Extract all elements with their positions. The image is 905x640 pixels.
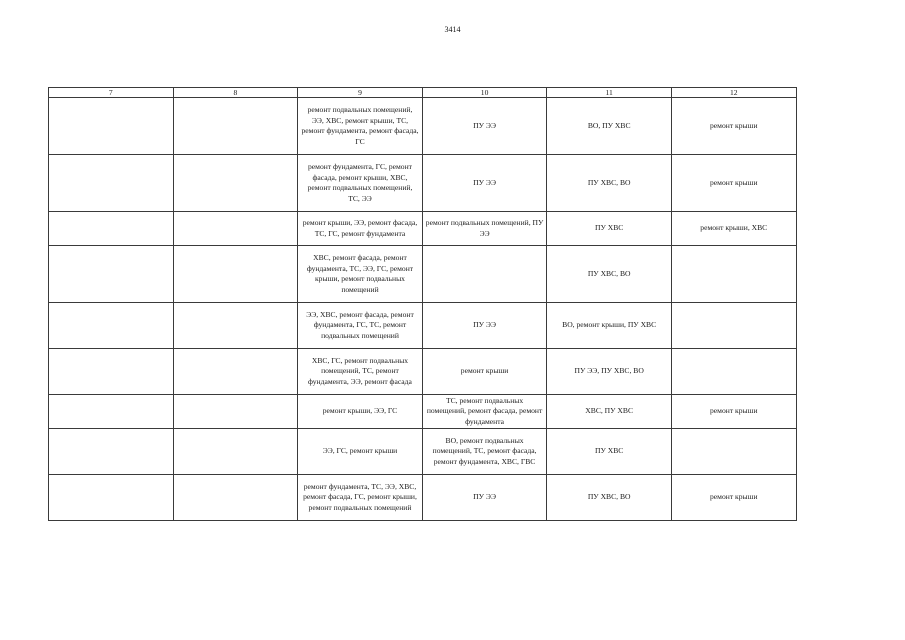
table-cell xyxy=(49,98,174,155)
table-row xyxy=(49,155,797,212)
table-cell: ВО, ремонт подвальных помещений, ТС, ремонт фасада, ремонт фундамента, ХВС, ГВС xyxy=(422,429,547,475)
column-header: 7 xyxy=(49,88,174,98)
table-row xyxy=(49,98,797,155)
table-cell: ХВС, ГС, ремонт подвальных помещений, ТС, ремонт фундамента, ЭЭ, ремонт фасада xyxy=(298,349,423,395)
table-cell xyxy=(173,475,298,521)
table-cell xyxy=(49,475,174,521)
column-header: 9 xyxy=(298,88,423,98)
table-cell: ремонт крыши, ЭЭ, ремонт фасада, ТС, ГС, ремонт фундамента xyxy=(298,212,423,246)
table-cell: ХВС, ремонт фасада, ремонт фундамента, ТС, ЭЭ, ГС, ремонт крыши, ремонт подвальных помещений xyxy=(298,246,423,303)
table-cell: ПУ ЭЭ xyxy=(422,303,547,349)
table-cell xyxy=(49,429,174,475)
table-cell: ремонт крыши xyxy=(671,155,796,212)
table-cell: ХВС, ПУ ХВС xyxy=(547,395,672,429)
table-cell: ПУ ХВС, ВО xyxy=(547,155,672,212)
table-cell: ремонт фундамента, ТС, ЭЭ, ХВС, ремонт фасада, ГС, ремонт крыши, ремонт подвальных помещений xyxy=(298,475,423,521)
table-cell xyxy=(173,395,298,429)
table-cell: ремонт подвальных помещений, ПУ ЭЭ xyxy=(422,212,547,246)
table-cell: ПУ ХВС, ВО xyxy=(547,475,672,521)
table-cell xyxy=(49,246,174,303)
table-cell xyxy=(173,98,298,155)
table-cell xyxy=(49,349,174,395)
table-cell: ремонт крыши xyxy=(671,98,796,155)
table-cell: ПУ ЭЭ, ПУ ХВС, ВО xyxy=(547,349,672,395)
table-cell: ремонт крыши xyxy=(671,395,796,429)
column-header: 8 xyxy=(173,88,298,98)
table-cell xyxy=(49,303,174,349)
column-header: 12 xyxy=(671,88,796,98)
table-row xyxy=(49,429,797,475)
table-cell: ремонт крыши xyxy=(671,475,796,521)
table-row xyxy=(49,475,797,521)
table-cell: ПУ ХВС, ВО xyxy=(547,246,672,303)
table-cell: ремонт подвальных помещений, ЭЭ, ХВС, ремонт крыши, ТС, ремонт фундамента, ремонт фасада, ГС xyxy=(298,98,423,155)
table-cell: ремонт крыши xyxy=(422,349,547,395)
table-cell xyxy=(173,349,298,395)
table-cell xyxy=(671,429,796,475)
table-row xyxy=(49,212,797,246)
table-cell: ремонт фундамента, ГС, ремонт фасада, ремонт крыши, ХВС, ремонт подвальных помещений, ТС, ЭЭ xyxy=(298,155,423,212)
table-cell: ЭЭ, ХВС, ремонт фасада, ремонт фундамента, ГС, ТС, ремонт подвальных помещений xyxy=(298,303,423,349)
table-cell: ЭЭ, ГС, ремонт крыши xyxy=(298,429,423,475)
table-cell: ВО, ПУ ХВС xyxy=(547,98,672,155)
table-cell: ПУ ХВС xyxy=(547,429,672,475)
table-cell xyxy=(173,246,298,303)
table-header-row xyxy=(49,88,797,98)
table-cell xyxy=(49,155,174,212)
table-cell xyxy=(671,349,796,395)
table-row xyxy=(49,395,797,429)
table-cell xyxy=(422,246,547,303)
table-cell xyxy=(671,246,796,303)
table-cell: ВО, ремонт крыши, ПУ ХВС xyxy=(547,303,672,349)
table-cell xyxy=(671,303,796,349)
table-cell xyxy=(173,155,298,212)
table-cell: ремонт крыши, ЭЭ, ГС xyxy=(298,395,423,429)
table-row xyxy=(49,349,797,395)
table-cell: ПУ ЭЭ xyxy=(422,98,547,155)
column-header: 10 xyxy=(422,88,547,98)
table-cell xyxy=(173,212,298,246)
column-header: 11 xyxy=(547,88,672,98)
page-number: 3414 xyxy=(444,25,461,34)
table-cell: ремонт крыши, ХВС xyxy=(671,212,796,246)
table-cell: ПУ ХВС xyxy=(547,212,672,246)
table-cell: ПУ ЭЭ xyxy=(422,475,547,521)
work-types-table xyxy=(48,87,797,521)
table-cell xyxy=(173,303,298,349)
table-cell xyxy=(49,212,174,246)
table-cell: ПУ ЭЭ xyxy=(422,155,547,212)
table-cell: ТС, ремонт подвальных помещений, ремонт фасада, ремонт фундамента xyxy=(422,395,547,429)
table-cell xyxy=(49,395,174,429)
table-cell xyxy=(173,429,298,475)
table-row xyxy=(49,303,797,349)
table-row xyxy=(49,246,797,303)
